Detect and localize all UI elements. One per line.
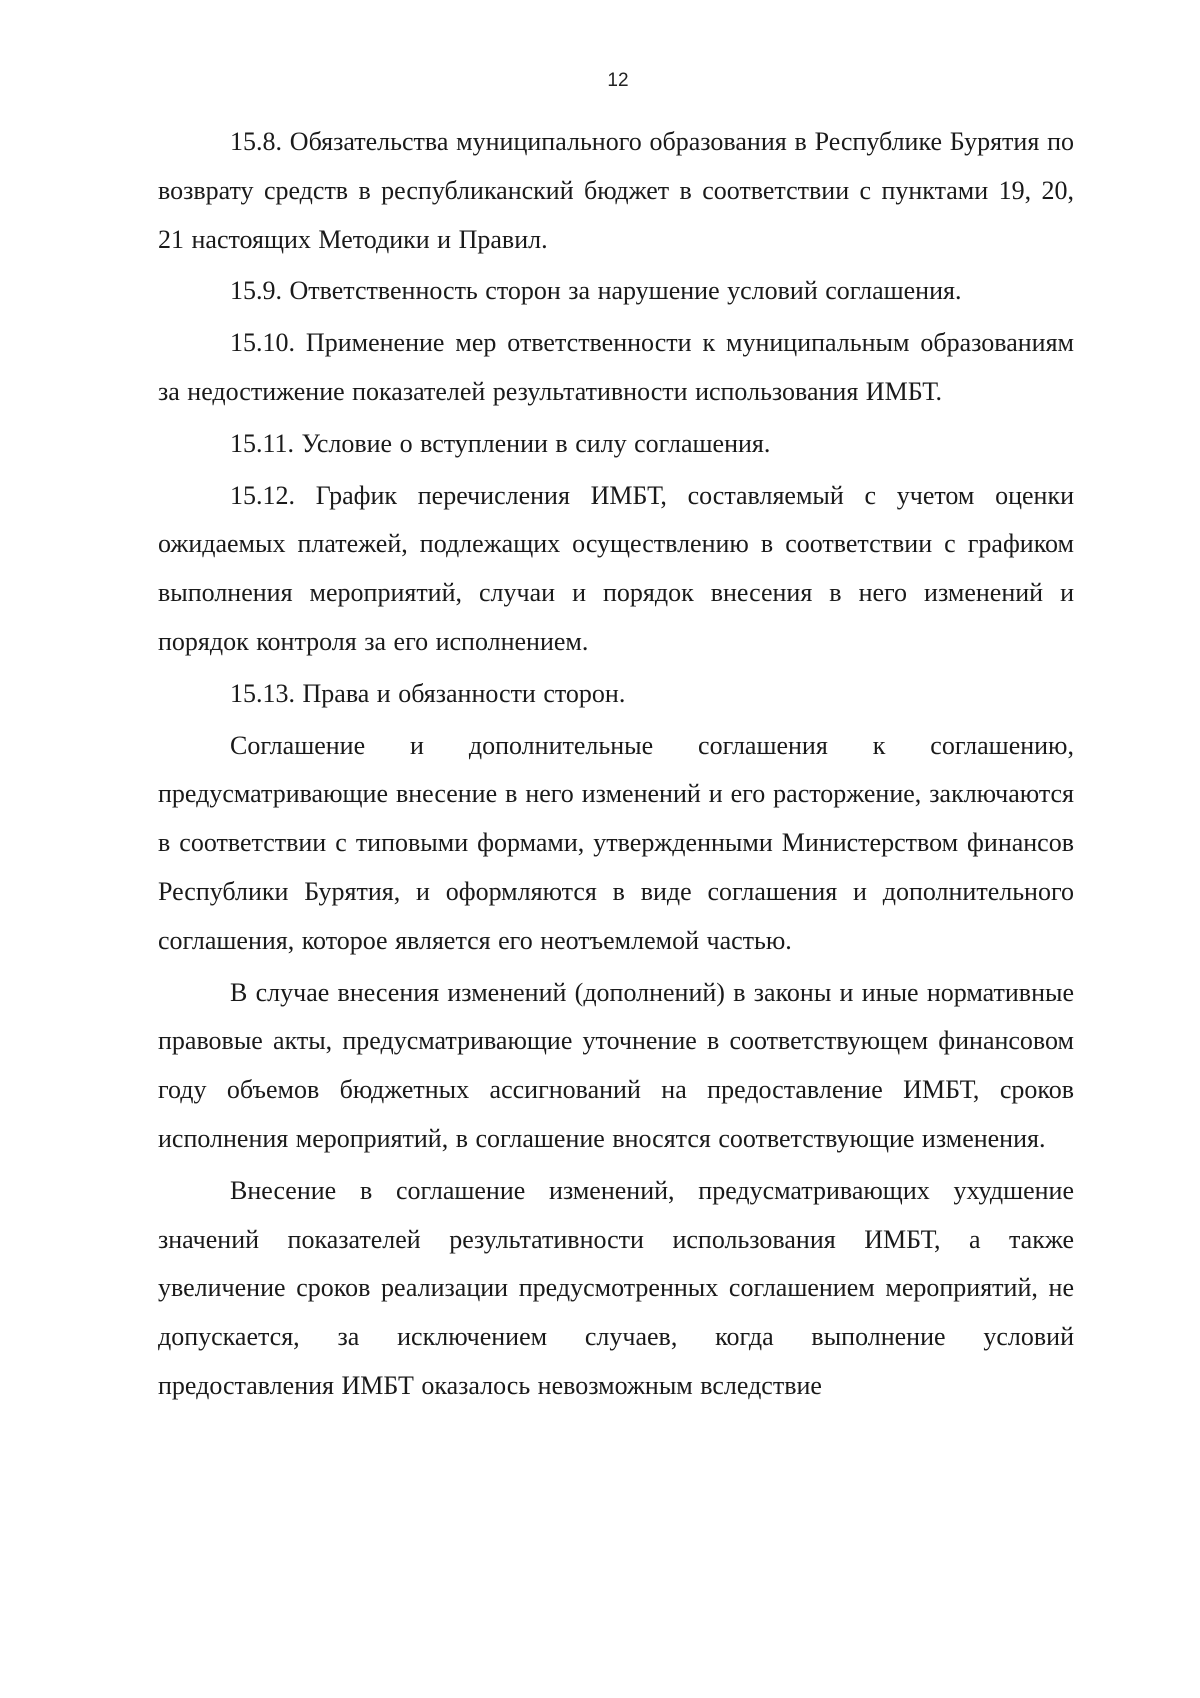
- paragraph-15-9: 15.9. Ответственность сторон за нарушение условий соглашения.: [230, 276, 962, 306]
- paragraph-15-13: 15.13. Права и обязанности сторон.: [230, 678, 626, 708]
- page-number: 12: [607, 70, 629, 91]
- paragraph-15-11: 15.11. Условие о вступлении в силу соглашения.: [230, 428, 771, 458]
- paragraph-amendment-restrictions: Внесение в соглашение изменений, предусматривающих ухудшение значений показателей результативности использования ИМБТ, а также увеличение сроков реализации предусмотренных соглашением мероприятий, не допускается, за исключением случаев, когда выполнение условий предоставления ИМБТ оказалось невозможным вследствие: [158, 1175, 1074, 1400]
- paragraph-15-10: 15.10. Применение мер ответственности к муниципальным образованиям за недостижение показателей результативности использования ИМБТ.: [158, 328, 1074, 406]
- paragraph-15-12: 15.12. График перечисления ИМБТ, составляемый с учетом оценки ожидаемых платежей, подлежащих осуществлению в соответствии с графиком выполнения мероприятий, случаи и порядок внесения в него изменений и порядок контроля за его исполнением.: [158, 480, 1074, 656]
- paragraph-15-8: 15.8. Обязательства муниципального образования в Республике Бурятия по возврату средств в республиканский бюджет в соответствии с пунктами 19, 20, 21 настоящих Методики и Правил.: [158, 127, 1074, 254]
- paragraph-law-changes: В случае внесения изменений (дополнений) в законы и иные нормативные правовые акты, предусматривающие уточнение в соответствующем финансовом году объемов бюджетных ассигнований на предоставление ИМБТ, сроков исполнения мероприятий, в соглашение вносятся соответствующие изменения.: [158, 977, 1074, 1153]
- paragraph-agreement-forms: Соглашение и дополнительные соглашения к соглашению, предусматривающие внесение в него изменений и его расторжение, заключаются в соответствии с типовыми формами, утвержденными Министерством финансов Республики Бурятия, и оформляются в виде соглашения и дополнительного соглашения, которое является его неотъемлемой частью.: [158, 730, 1074, 955]
- document-body: [158, 118, 1074, 1414]
